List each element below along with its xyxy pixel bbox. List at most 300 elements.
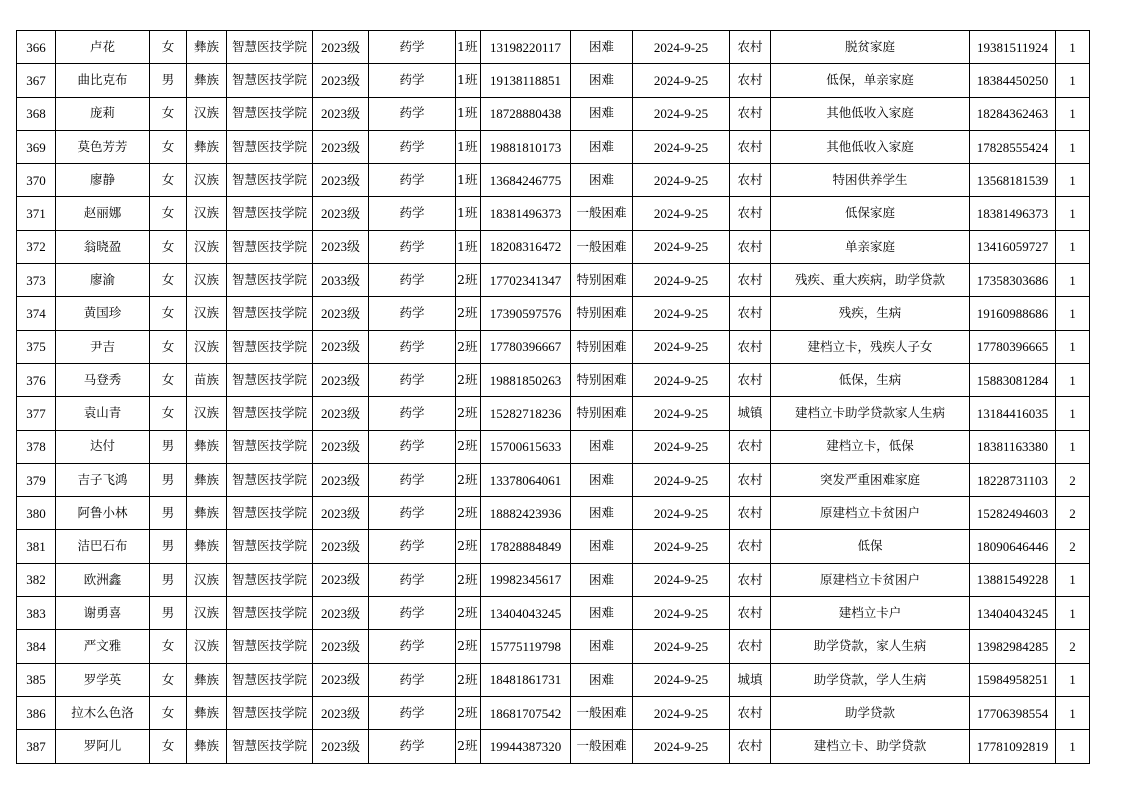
- cell-count: 2: [1056, 530, 1090, 563]
- table-row: [17, 430, 1090, 463]
- cell-grade: 2023级: [313, 563, 369, 596]
- cell-difficulty-level: 特别困难: [571, 264, 633, 297]
- cell-gender: 男: [150, 497, 187, 530]
- cell-college: 智慧医技学院: [227, 64, 313, 97]
- cell-ethnicity: 彝族: [187, 130, 227, 163]
- cell-college: 智慧医技学院: [227, 31, 313, 64]
- cell-count: 1: [1056, 363, 1090, 396]
- cell-date: 2024-9-25: [633, 130, 730, 163]
- cell-major: 药学: [369, 330, 456, 363]
- cell-residence: 农村: [730, 31, 771, 64]
- cell-class: 1班: [456, 97, 481, 130]
- cell-date: 2024-9-25: [633, 730, 730, 763]
- cell-major: 药学: [369, 497, 456, 530]
- cell-residence: 农村: [730, 297, 771, 330]
- cell-residence: 农村: [730, 463, 771, 496]
- cell-date: 2024-9-25: [633, 363, 730, 396]
- cell-index: 385: [17, 663, 56, 696]
- cell-date: 2024-9-25: [633, 530, 730, 563]
- cell-class: 1班: [456, 31, 481, 64]
- cell-index: 373: [17, 264, 56, 297]
- cell-difficulty-level: 困难: [571, 31, 633, 64]
- cell-reason: 特困供养学生: [771, 164, 970, 197]
- cell-difficulty-level: 特别困难: [571, 330, 633, 363]
- cell-residence: 城填: [730, 663, 771, 696]
- cell-college: 智慧医技学院: [227, 530, 313, 563]
- cell-guardian-phone: 17828555424: [970, 130, 1056, 163]
- table-row: [17, 497, 1090, 530]
- cell-guardian-phone: 19381511924: [970, 31, 1056, 64]
- table-row: [17, 130, 1090, 163]
- cell-count: 1: [1056, 330, 1090, 363]
- cell-gender: 女: [150, 130, 187, 163]
- cell-major: 药学: [369, 164, 456, 197]
- cell-college: 智慧医技学院: [227, 97, 313, 130]
- cell-index: 376: [17, 363, 56, 396]
- cell-college: 智慧医技学院: [227, 497, 313, 530]
- cell-gender: 女: [150, 363, 187, 396]
- cell-class: 2班: [456, 297, 481, 330]
- table-row: [17, 31, 1090, 64]
- cell-guardian-phone: 13568181539: [970, 164, 1056, 197]
- cell-count: 1: [1056, 430, 1090, 463]
- cell-reason: 建档立卡户: [771, 597, 970, 630]
- cell-residence: 农村: [730, 497, 771, 530]
- cell-reason: 建档立卡，低保: [771, 430, 970, 463]
- cell-difficulty-level: 困难: [571, 497, 633, 530]
- cell-difficulty-level: 一般困难: [571, 197, 633, 230]
- cell-count: 1: [1056, 563, 1090, 596]
- cell-guardian-phone: 15282494603: [970, 497, 1056, 530]
- table-row: [17, 563, 1090, 596]
- cell-index: 382: [17, 563, 56, 596]
- cell-name: 袁山青: [56, 397, 150, 430]
- cell-student-phone: 15282718236: [481, 397, 571, 430]
- cell-class: 1班: [456, 64, 481, 97]
- table-row: [17, 330, 1090, 363]
- cell-index: 375: [17, 330, 56, 363]
- cell-ethnicity: 彝族: [187, 31, 227, 64]
- cell-date: 2024-9-25: [633, 197, 730, 230]
- cell-class: 2班: [456, 563, 481, 596]
- cell-gender: 女: [150, 97, 187, 130]
- cell-class: 1班: [456, 164, 481, 197]
- cell-difficulty-level: 特别困难: [571, 397, 633, 430]
- cell-reason: 原建档立卡贫困户: [771, 563, 970, 596]
- cell-guardian-phone: 18384450250: [970, 64, 1056, 97]
- cell-index: 380: [17, 497, 56, 530]
- cell-residence: 农村: [730, 530, 771, 563]
- cell-name: 罗学英: [56, 663, 150, 696]
- cell-student-phone: 19881810173: [481, 130, 571, 163]
- cell-difficulty-level: 困难: [571, 463, 633, 496]
- cell-ethnicity: 彝族: [187, 430, 227, 463]
- cell-college: 智慧医技学院: [227, 297, 313, 330]
- cell-difficulty-level: 一般困难: [571, 730, 633, 763]
- cell-ethnicity: 彝族: [187, 463, 227, 496]
- cell-major: 药学: [369, 730, 456, 763]
- cell-reason: 建档立卡助学贷款家人生病: [771, 397, 970, 430]
- cell-reason: 低保: [771, 530, 970, 563]
- cell-count: 1: [1056, 64, 1090, 97]
- cell-student-phone: 18381496373: [481, 197, 571, 230]
- cell-guardian-phone: 18381496373: [970, 197, 1056, 230]
- cell-college: 智慧医技学院: [227, 597, 313, 630]
- cell-count: 1: [1056, 97, 1090, 130]
- cell-student-phone: 19138118851: [481, 64, 571, 97]
- cell-reason: 其他低收入家庭: [771, 97, 970, 130]
- cell-index: 369: [17, 130, 56, 163]
- cell-gender: 女: [150, 297, 187, 330]
- cell-date: 2024-9-25: [633, 64, 730, 97]
- cell-major: 药学: [369, 597, 456, 630]
- cell-reason: 低保，单亲家庭: [771, 64, 970, 97]
- cell-date: 2024-9-25: [633, 463, 730, 496]
- cell-college: 智慧医技学院: [227, 264, 313, 297]
- cell-guardian-phone: 18284362463: [970, 97, 1056, 130]
- cell-ethnicity: 汉族: [187, 164, 227, 197]
- cell-count: 1: [1056, 197, 1090, 230]
- cell-grade: 2023级: [313, 230, 369, 263]
- cell-ethnicity: 汉族: [187, 630, 227, 663]
- cell-student-phone: 18882423936: [481, 497, 571, 530]
- cell-grade: 2023级: [313, 597, 369, 630]
- cell-major: 药学: [369, 297, 456, 330]
- cell-ethnicity: 彝族: [187, 696, 227, 729]
- cell-major: 药学: [369, 363, 456, 396]
- cell-residence: 农村: [730, 197, 771, 230]
- cell-name: 马登秀: [56, 363, 150, 396]
- cell-residence: 农村: [730, 264, 771, 297]
- cell-grade: 2023级: [313, 164, 369, 197]
- cell-count: 1: [1056, 730, 1090, 763]
- cell-grade: 2023级: [313, 696, 369, 729]
- cell-difficulty-level: 特别困难: [571, 363, 633, 396]
- cell-count: 1: [1056, 397, 1090, 430]
- cell-guardian-phone: 17358303686: [970, 264, 1056, 297]
- cell-index: 387: [17, 730, 56, 763]
- cell-gender: 男: [150, 430, 187, 463]
- cell-date: 2024-9-25: [633, 497, 730, 530]
- cell-reason: 残疾、重大疾病，助学贷款: [771, 264, 970, 297]
- table-row: [17, 64, 1090, 97]
- cell-date: 2024-9-25: [633, 97, 730, 130]
- cell-student-phone: 13378064061: [481, 463, 571, 496]
- cell-date: 2024-9-25: [633, 297, 730, 330]
- cell-student-phone: 18681707542: [481, 696, 571, 729]
- cell-major: 药学: [369, 130, 456, 163]
- cell-student-phone: 19982345617: [481, 563, 571, 596]
- cell-major: 药学: [369, 530, 456, 563]
- cell-residence: 农村: [730, 430, 771, 463]
- cell-major: 药学: [369, 264, 456, 297]
- cell-grade: 2023级: [313, 530, 369, 563]
- cell-residence: 农村: [730, 97, 771, 130]
- cell-college: 智慧医技学院: [227, 730, 313, 763]
- cell-student-phone: 13198220117: [481, 31, 571, 64]
- cell-student-phone: 18208316472: [481, 230, 571, 263]
- cell-student-phone: 15700615633: [481, 430, 571, 463]
- cell-gender: 女: [150, 663, 187, 696]
- cell-ethnicity: 彝族: [187, 497, 227, 530]
- cell-reason: 原建档立卡贫困户: [771, 497, 970, 530]
- table-row: [17, 530, 1090, 563]
- cell-ethnicity: 汉族: [187, 563, 227, 596]
- cell-class: 2班: [456, 530, 481, 563]
- cell-major: 药学: [369, 563, 456, 596]
- cell-name: 翁晓盈: [56, 230, 150, 263]
- cell-gender: 男: [150, 530, 187, 563]
- cell-name: 谢勇喜: [56, 597, 150, 630]
- cell-name: 卢花: [56, 31, 150, 64]
- cell-residence: 农村: [730, 164, 771, 197]
- cell-name: 莫色芳芳: [56, 130, 150, 163]
- cell-major: 药学: [369, 31, 456, 64]
- table-row: [17, 363, 1090, 396]
- table-row: [17, 197, 1090, 230]
- cell-date: 2024-9-25: [633, 630, 730, 663]
- cell-count: 2: [1056, 497, 1090, 530]
- cell-grade: 2033级: [313, 264, 369, 297]
- cell-count: 1: [1056, 31, 1090, 64]
- cell-difficulty-level: 困难: [571, 663, 633, 696]
- cell-grade: 2023级: [313, 31, 369, 64]
- cell-class: 2班: [456, 264, 481, 297]
- cell-name: 曲比克布: [56, 64, 150, 97]
- cell-difficulty-level: 困难: [571, 530, 633, 563]
- cell-gender: 男: [150, 64, 187, 97]
- cell-gender: 女: [150, 730, 187, 763]
- cell-guardian-phone: 17780396665: [970, 330, 1056, 363]
- cell-reason: 其他低收入家庭: [771, 130, 970, 163]
- cell-ethnicity: 彝族: [187, 530, 227, 563]
- cell-count: 1: [1056, 130, 1090, 163]
- cell-guardian-phone: 17781092819: [970, 730, 1056, 763]
- cell-name: 洁巴石布: [56, 530, 150, 563]
- cell-class: 2班: [456, 497, 481, 530]
- cell-college: 智慧医技学院: [227, 197, 313, 230]
- cell-class: 2班: [456, 630, 481, 663]
- cell-ethnicity: 汉族: [187, 397, 227, 430]
- cell-class: 2班: [456, 463, 481, 496]
- cell-index: 383: [17, 597, 56, 630]
- table-row: [17, 164, 1090, 197]
- cell-reason: 建档立卡、助学贷款: [771, 730, 970, 763]
- cell-date: 2024-9-25: [633, 663, 730, 696]
- cell-residence: 城镇: [730, 397, 771, 430]
- cell-reason: 残疾，生病: [771, 297, 970, 330]
- cell-college: 智慧医技学院: [227, 663, 313, 696]
- cell-major: 药学: [369, 197, 456, 230]
- cell-college: 智慧医技学院: [227, 130, 313, 163]
- cell-date: 2024-9-25: [633, 696, 730, 729]
- cell-guardian-phone: 18381163380: [970, 430, 1056, 463]
- table-row: [17, 696, 1090, 729]
- cell-name: 赵丽娜: [56, 197, 150, 230]
- table-row: [17, 463, 1090, 496]
- table-row: [17, 597, 1090, 630]
- cell-college: 智慧医技学院: [227, 397, 313, 430]
- cell-reason: 建档立卡，残疾人子女: [771, 330, 970, 363]
- cell-residence: 农村: [730, 230, 771, 263]
- cell-student-phone: 18481861731: [481, 663, 571, 696]
- cell-reason: 助学贷款，家人生病: [771, 630, 970, 663]
- cell-index: 377: [17, 397, 56, 430]
- cell-residence: 农村: [730, 64, 771, 97]
- cell-college: 智慧医技学院: [227, 463, 313, 496]
- cell-residence: 农村: [730, 696, 771, 729]
- cell-gender: 女: [150, 696, 187, 729]
- cell-college: 智慧医技学院: [227, 696, 313, 729]
- cell-ethnicity: 苗族: [187, 363, 227, 396]
- cell-difficulty-level: 困难: [571, 597, 633, 630]
- cell-class: 1班: [456, 230, 481, 263]
- cell-reason: 低保家庭: [771, 197, 970, 230]
- cell-gender: 女: [150, 397, 187, 430]
- table-row: [17, 297, 1090, 330]
- cell-grade: 2023级: [313, 430, 369, 463]
- cell-major: 药学: [369, 230, 456, 263]
- cell-ethnicity: 彝族: [187, 663, 227, 696]
- cell-grade: 2023级: [313, 64, 369, 97]
- cell-major: 药学: [369, 397, 456, 430]
- cell-date: 2024-9-25: [633, 430, 730, 463]
- cell-class: 2班: [456, 430, 481, 463]
- table-row: [17, 97, 1090, 130]
- cell-student-phone: 17828884849: [481, 530, 571, 563]
- cell-count: 1: [1056, 264, 1090, 297]
- cell-index: 379: [17, 463, 56, 496]
- cell-college: 智慧医技学院: [227, 363, 313, 396]
- cell-ethnicity: 汉族: [187, 330, 227, 363]
- cell-index: 368: [17, 97, 56, 130]
- cell-index: 378: [17, 430, 56, 463]
- cell-grade: 2023级: [313, 630, 369, 663]
- cell-ethnicity: 彝族: [187, 730, 227, 763]
- cell-ethnicity: 汉族: [187, 297, 227, 330]
- cell-ethnicity: 汉族: [187, 597, 227, 630]
- cell-difficulty-level: 困难: [571, 563, 633, 596]
- cell-ethnicity: 彝族: [187, 64, 227, 97]
- cell-gender: 女: [150, 230, 187, 263]
- cell-residence: 农村: [730, 330, 771, 363]
- cell-major: 药学: [369, 430, 456, 463]
- cell-college: 智慧医技学院: [227, 330, 313, 363]
- cell-name: 廖静: [56, 164, 150, 197]
- cell-major: 药学: [369, 696, 456, 729]
- cell-count: 1: [1056, 230, 1090, 263]
- cell-grade: 2023级: [313, 197, 369, 230]
- cell-date: 2024-9-25: [633, 563, 730, 596]
- cell-gender: 男: [150, 563, 187, 596]
- cell-student-phone: 17780396667: [481, 330, 571, 363]
- cell-count: 1: [1056, 663, 1090, 696]
- cell-count: 2: [1056, 463, 1090, 496]
- cell-index: 386: [17, 696, 56, 729]
- cell-class: 1班: [456, 197, 481, 230]
- cell-index: 384: [17, 630, 56, 663]
- cell-index: 372: [17, 230, 56, 263]
- cell-residence: 农村: [730, 730, 771, 763]
- cell-date: 2024-9-25: [633, 330, 730, 363]
- cell-class: 2班: [456, 663, 481, 696]
- cell-college: 智慧医技学院: [227, 630, 313, 663]
- cell-gender: 女: [150, 630, 187, 663]
- cell-gender: 女: [150, 264, 187, 297]
- cell-residence: 农村: [730, 363, 771, 396]
- cell-difficulty-level: 困难: [571, 630, 633, 663]
- cell-gender: 女: [150, 330, 187, 363]
- cell-student-phone: 15775119798: [481, 630, 571, 663]
- cell-student-phone: 17390597576: [481, 297, 571, 330]
- cell-college: 智慧医技学院: [227, 563, 313, 596]
- cell-grade: 2023级: [313, 363, 369, 396]
- cell-ethnicity: 汉族: [187, 197, 227, 230]
- cell-guardian-phone: 13982984285: [970, 630, 1056, 663]
- cell-guardian-phone: 13881549228: [970, 563, 1056, 596]
- cell-major: 药学: [369, 64, 456, 97]
- student-data-table: [16, 30, 1090, 764]
- cell-grade: 2023级: [313, 297, 369, 330]
- cell-grade: 2023级: [313, 397, 369, 430]
- cell-guardian-phone: 13184416035: [970, 397, 1056, 430]
- cell-major: 药学: [369, 463, 456, 496]
- cell-count: 2: [1056, 630, 1090, 663]
- cell-guardian-phone: 19160988686: [970, 297, 1056, 330]
- cell-ethnicity: 汉族: [187, 264, 227, 297]
- cell-gender: 男: [150, 463, 187, 496]
- cell-index: 366: [17, 31, 56, 64]
- cell-name: 尹吉: [56, 330, 150, 363]
- cell-count: 1: [1056, 696, 1090, 729]
- cell-grade: 2023级: [313, 130, 369, 163]
- cell-student-phone: 17702341347: [481, 264, 571, 297]
- cell-difficulty-level: 困难: [571, 130, 633, 163]
- cell-ethnicity: 汉族: [187, 97, 227, 130]
- cell-guardian-phone: 15984958251: [970, 663, 1056, 696]
- cell-index: 374: [17, 297, 56, 330]
- cell-name: 达付: [56, 430, 150, 463]
- cell-date: 2024-9-25: [633, 31, 730, 64]
- cell-residence: 农村: [730, 563, 771, 596]
- cell-student-phone: 13404043245: [481, 597, 571, 630]
- cell-student-phone: 18728880438: [481, 97, 571, 130]
- cell-student-phone: 19944387320: [481, 730, 571, 763]
- cell-name: 吉子飞鸿: [56, 463, 150, 496]
- cell-difficulty-level: 一般困难: [571, 230, 633, 263]
- table-row: [17, 264, 1090, 297]
- cell-college: 智慧医技学院: [227, 230, 313, 263]
- cell-grade: 2023级: [313, 330, 369, 363]
- cell-grade: 2023级: [313, 663, 369, 696]
- cell-grade: 2023级: [313, 497, 369, 530]
- table-row: [17, 230, 1090, 263]
- cell-name: 严文雅: [56, 630, 150, 663]
- cell-class: 1班: [456, 130, 481, 163]
- cell-date: 2024-9-25: [633, 264, 730, 297]
- cell-reason: 助学贷款，学人生病: [771, 663, 970, 696]
- cell-class: 2班: [456, 397, 481, 430]
- table-row: [17, 397, 1090, 430]
- cell-gender: 女: [150, 197, 187, 230]
- cell-grade: 2023级: [313, 730, 369, 763]
- cell-guardian-phone: 18228731103: [970, 463, 1056, 496]
- cell-name: 庞莉: [56, 97, 150, 130]
- cell-difficulty-level: 一般困难: [571, 696, 633, 729]
- cell-gender: 男: [150, 597, 187, 630]
- cell-major: 药学: [369, 97, 456, 130]
- cell-class: 2班: [456, 730, 481, 763]
